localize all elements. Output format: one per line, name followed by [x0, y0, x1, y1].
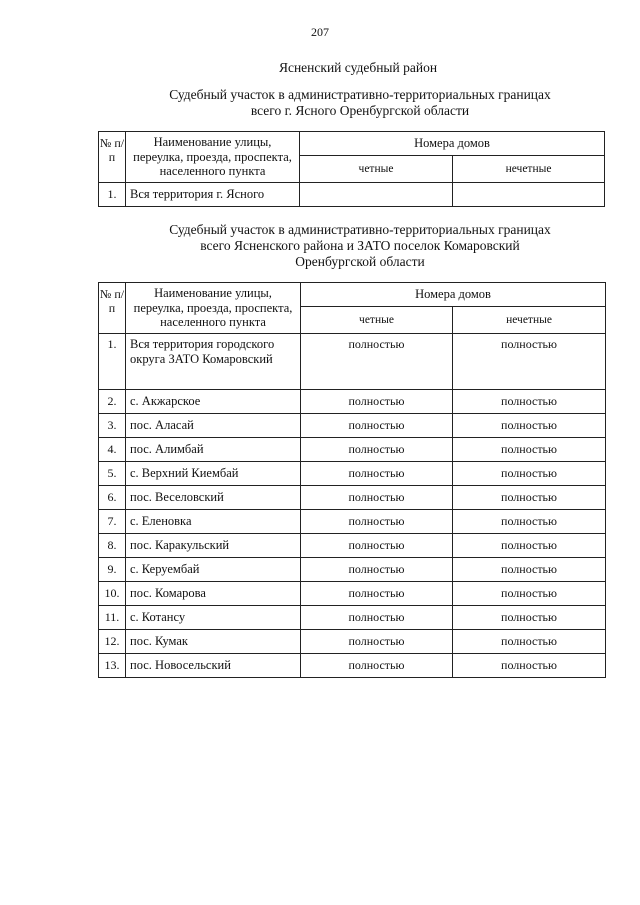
row-name: с. Верхний Киембай: [126, 462, 301, 486]
table-row: [99, 390, 606, 414]
row-number: 10.: [99, 582, 126, 606]
row-even: полностью: [301, 414, 453, 438]
header-even: четные: [301, 307, 453, 334]
row-name: Вся территория городского округа ЗАТО Комаровский: [126, 334, 301, 390]
row-even: полностью: [301, 510, 453, 534]
table-row: [99, 438, 606, 462]
table-row: [99, 654, 606, 678]
row-number: 6.: [99, 486, 126, 510]
header-num: № п/п: [99, 132, 126, 183]
row-odd: полностью: [453, 438, 606, 462]
section2-title-line: всего Ясненского района и ЗАТО поселок Комаровский: [200, 238, 520, 253]
header-name: Наименование улицы, переулка, проезда, проспекта, населенного пункта: [126, 283, 301, 334]
row-odd: полностью: [453, 582, 606, 606]
table-row: [99, 510, 606, 534]
header-num: № п/п: [99, 283, 126, 334]
row-odd: полностью: [453, 534, 606, 558]
row-odd: полностью: [453, 654, 606, 678]
row-number: 2.: [99, 390, 126, 414]
row-even: полностью: [301, 534, 453, 558]
row-even: полностью: [301, 558, 453, 582]
table-row: [99, 534, 606, 558]
row-number: 8.: [99, 534, 126, 558]
table-row: [99, 334, 606, 390]
row-odd: [453, 182, 605, 206]
row-name: пос. Кумак: [126, 630, 301, 654]
row-even: полностью: [301, 438, 453, 462]
page-number: 207: [311, 25, 329, 39]
row-odd: полностью: [453, 334, 606, 390]
table-row: [99, 630, 606, 654]
row-name: с. Котансу: [126, 606, 301, 630]
section1-title: [110, 87, 610, 119]
section2-rows: [99, 334, 606, 678]
row-name: с. Керуембай: [126, 558, 301, 582]
row-number: 9.: [99, 558, 126, 582]
section2-title-line: Оренбургской области: [295, 254, 425, 269]
row-odd: полностью: [453, 390, 606, 414]
section1-title-line: Судебный участок в административно-территориальных границах: [169, 87, 551, 102]
row-even: [300, 182, 453, 206]
row-name: с. Акжарское: [126, 390, 301, 414]
row-number: 1.: [99, 334, 126, 390]
section1-table: [98, 131, 605, 207]
row-name: с. Еленовка: [126, 510, 301, 534]
row-odd: полностью: [453, 486, 606, 510]
row-even: полностью: [301, 630, 453, 654]
row-even: полностью: [301, 334, 453, 390]
table-row: [99, 606, 606, 630]
header-even: четные: [300, 156, 453, 182]
row-even: полностью: [301, 390, 453, 414]
row-even: полностью: [301, 486, 453, 510]
row-number: 3.: [99, 414, 126, 438]
row-number: 4.: [99, 438, 126, 462]
row-number: 13.: [99, 654, 126, 678]
section1-rows: [99, 182, 605, 206]
header-odd: нечетные: [453, 307, 606, 334]
district-title: Ясненский судебный район: [278, 60, 438, 75]
table-row: [99, 582, 606, 606]
section2-title: [110, 222, 610, 270]
row-odd: полностью: [453, 558, 606, 582]
header-odd: нечетные: [453, 156, 605, 182]
row-name: Вся территория г. Ясного: [126, 182, 300, 206]
row-name: пос. Аласай: [126, 414, 301, 438]
header-name: Наименование улицы, переулка, проезда, проспекта, населенного пункта: [126, 132, 300, 183]
row-even: полностью: [301, 462, 453, 486]
row-name: пос. Каракульский: [126, 534, 301, 558]
row-odd: полностью: [453, 414, 606, 438]
table-row: [99, 558, 606, 582]
row-even: полностью: [301, 606, 453, 630]
table-row: [99, 182, 605, 206]
table-row: [99, 486, 606, 510]
row-name: пос. Новосельский: [126, 654, 301, 678]
row-name: пос. Веселовский: [126, 486, 301, 510]
row-number: 11.: [99, 606, 126, 630]
section1-title-line: всего г. Ясного Оренбургской области: [250, 103, 470, 118]
section2-table: [98, 282, 606, 678]
row-even: полностью: [301, 582, 453, 606]
row-number: 5.: [99, 462, 126, 486]
row-name: пос. Алимбай: [126, 438, 301, 462]
section2-title-line: Судебный участок в административно-территориальных границах: [169, 222, 551, 237]
row-even: полностью: [301, 654, 453, 678]
table-row: [99, 462, 606, 486]
row-number: 12.: [99, 630, 126, 654]
row-number: 1.: [99, 182, 126, 206]
header-houses: Номера домов: [301, 283, 606, 307]
row-name: пос. Комарова: [126, 582, 301, 606]
row-odd: полностью: [453, 630, 606, 654]
row-odd: полностью: [453, 606, 606, 630]
header-houses: Номера домов: [300, 132, 605, 156]
row-odd: полностью: [453, 510, 606, 534]
table-row: [99, 414, 606, 438]
row-number: 7.: [99, 510, 126, 534]
row-odd: полностью: [453, 462, 606, 486]
